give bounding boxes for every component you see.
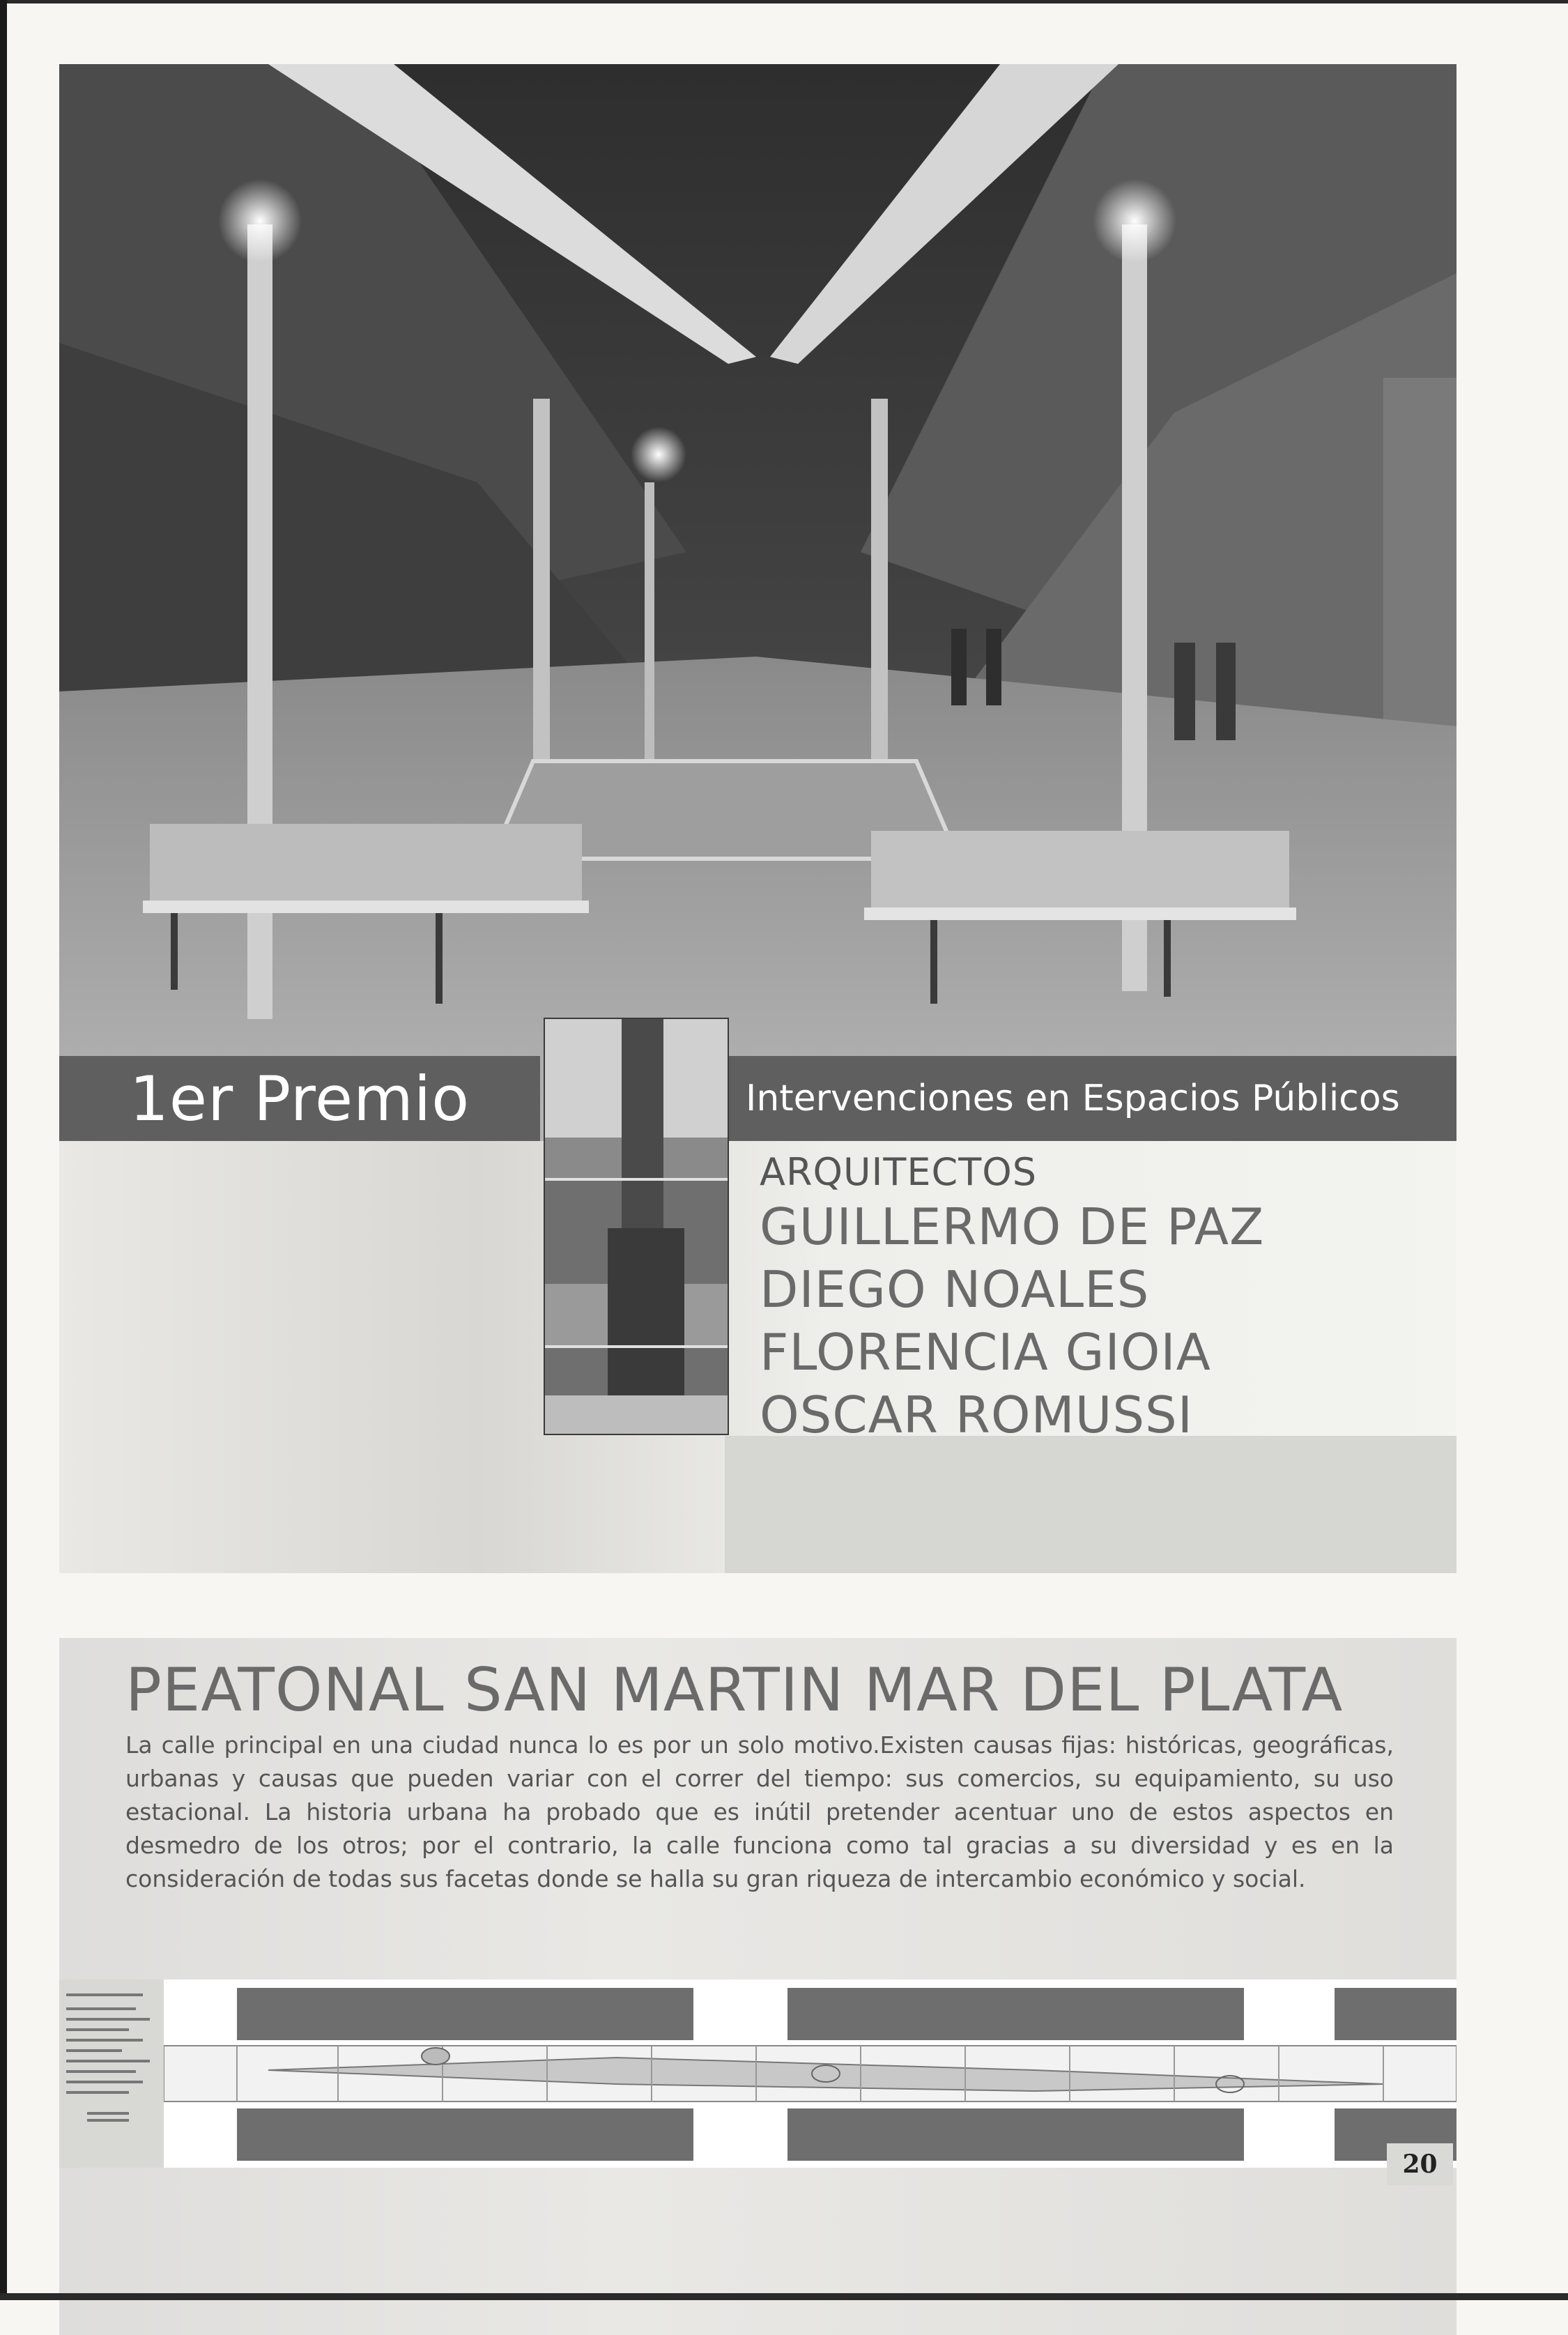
page-number: 20 [1387, 2143, 1453, 2185]
architect-name: DIEGO NOALES [760, 1260, 1150, 1319]
page-edge-left [0, 0, 7, 2300]
street-night-photo [59, 64, 1456, 1141]
award-title: 1er Premio [129, 1062, 470, 1135]
street-plan-drawing [59, 1980, 1456, 2168]
tree-planter-photo [545, 1019, 728, 1434]
architects-label: ARQUITECTOS [760, 1150, 1037, 1194]
article-title: PEATONAL SAN MARTIN MAR DEL PLATA [125, 1655, 1344, 1725]
architect-name: OSCAR ROMUSSI [760, 1386, 1193, 1444]
category-title: Intervenciones en Espacios Públicos [746, 1078, 1400, 1119]
legend-lines [59, 1980, 164, 2168]
hero-photo [59, 64, 1456, 1141]
inset-photo [544, 1018, 729, 1435]
plan-legend [59, 1980, 164, 2168]
textured-panel [725, 1436, 1456, 1573]
page-edge-bottom [0, 2293, 1568, 2300]
site-plan [59, 1980, 1456, 2168]
architect-name: FLORENCIA GIOIA [760, 1323, 1211, 1381]
architect-name: GUILLERMO DE PAZ [760, 1197, 1265, 1256]
article-body: La calle principal en una ciudad nunca lo es por un solo motivo.Existen causas fijas: históricas, geográficas, urbanas y causas que pueden variar con el correr del tiempo: sus comercios, su equipamiento, su uso estacional. La historia urbana ha probado que es inútil pretender acentuar uno de estos aspectos en desmedro de los otros; por el contrario, la calle funciona como tal gracias a su diversidad y es en la consideración de todas sus facetas donde se halla su gran riqueza de intercambio económico y social. [125, 1731, 1394, 1892]
page-edge-top [0, 0, 1568, 3]
